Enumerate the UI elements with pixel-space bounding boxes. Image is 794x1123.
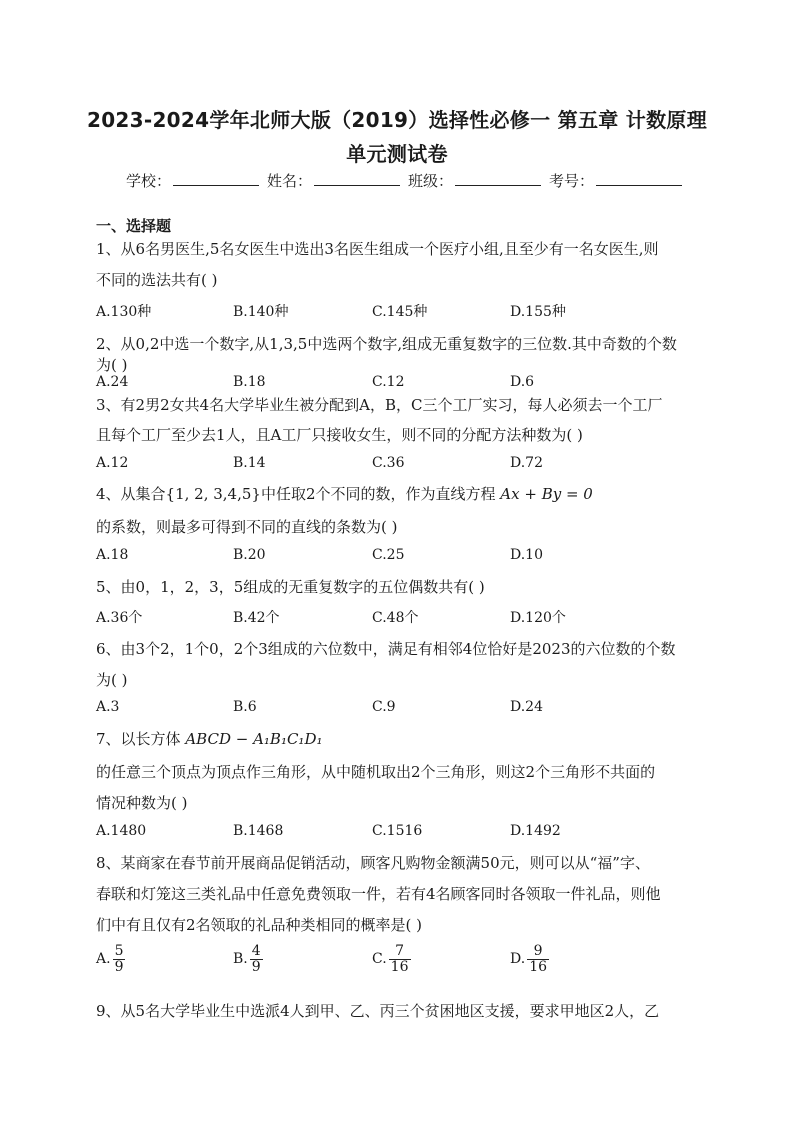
- q6-option-b[interactable]: B.6: [233, 699, 257, 715]
- q1-option-b[interactable]: B.140种: [233, 304, 289, 320]
- q5-line1: 5、由0，1，2，3，5组成的无重复数字的五位偶数共有( ): [96, 578, 485, 596]
- exam-no-label: 考号：: [549, 172, 595, 190]
- q4-option-d[interactable]: D.10: [510, 547, 543, 563]
- q8-a-numerator: 5: [114, 943, 124, 959]
- q8-option-d-fraction: [527, 944, 549, 974]
- q8-a-denominator: 9: [114, 958, 124, 975]
- q4-equation: Ax + By = 0: [500, 485, 593, 503]
- class-field: [408, 170, 545, 191]
- section-heading: 一、选择题: [96, 217, 172, 235]
- q7-option-c[interactable]: C.1516: [372, 823, 423, 839]
- q3-option-b[interactable]: B.14: [233, 455, 266, 471]
- student-info-row: [126, 170, 690, 191]
- q2-line1: 2、从0,2中选一个数字,从1,3,5中选两个数字,组成无重复数字的三位数.其中奇数的个数: [96, 335, 677, 353]
- name-blank[interactable]: [314, 171, 400, 186]
- q2-option-b[interactable]: B.18: [233, 374, 266, 390]
- q6-line1: 6、由3个2，1个0，2个3组成的六位数中，满足有相邻4位恰好是2023的六位数的个数: [96, 640, 676, 658]
- q3-option-d[interactable]: D.72: [510, 455, 543, 471]
- q4-text: 4、从集合{1, 2, 3,4,5}中任取2个不同的数，作为直线方程: [96, 485, 496, 503]
- class-label: 班级：: [408, 172, 454, 190]
- q8-option-b[interactable]: [233, 944, 263, 974]
- exam-no-blank[interactable]: [596, 171, 682, 186]
- q8-d-numerator: 9: [533, 943, 543, 959]
- q8-option-c-label: C.: [372, 951, 387, 968]
- q1-line1: 1、从6名男医生,5名女医生中选出3名医生组成一个医疗小组,且至少有一名女医生,则: [96, 240, 659, 258]
- q5-option-b[interactable]: B.42个: [233, 610, 280, 626]
- school-field: [126, 170, 263, 191]
- q8-d-denominator: 16: [529, 958, 548, 975]
- q6-line2: 为( ): [96, 671, 128, 689]
- q8-option-d-label: D.: [510, 951, 526, 968]
- q4-option-b[interactable]: B.20: [233, 547, 266, 563]
- q8-b-denominator: 9: [251, 958, 261, 975]
- q8-option-c[interactable]: [372, 944, 411, 974]
- q7-solid-name: ABCD − A₁B₁C₁D₁: [185, 730, 323, 748]
- q7-line2: 的任意三个顶点为顶点作三角形，从中随机取出2个三角形，则这2个三角形不共面的: [96, 763, 656, 781]
- q4-option-c[interactable]: C.25: [372, 547, 405, 563]
- q2-line2: 为( ): [96, 356, 128, 374]
- q8-b-numerator: 4: [251, 943, 261, 959]
- q8-option-a-fraction: [113, 944, 126, 974]
- q7-text: 7、以长方体: [96, 730, 181, 748]
- q6-option-d[interactable]: D.24: [510, 699, 543, 715]
- q8-line2: 春联和灯笼这三类礼品中任意免费领取一件，若有4名顾客同时各领取一件礼品，则他: [96, 885, 661, 903]
- q7-option-d[interactable]: D.1492: [510, 823, 561, 839]
- q8-option-a[interactable]: [96, 944, 125, 974]
- q2-option-a[interactable]: A.24: [96, 374, 129, 390]
- q5-option-d[interactable]: D.120个: [510, 610, 566, 626]
- exam-title-line1: 2023-2024学年北师大版（2019）选择性必修一 第五章 计数原理: [86, 108, 708, 132]
- q3-option-c[interactable]: C.36: [372, 455, 405, 471]
- q5-option-a[interactable]: A.36个: [96, 610, 143, 626]
- q3-line1: 3、有2男2女共4名大学毕业生被分配到A，B，C三个工厂实习，每人必须去一个工厂: [96, 396, 663, 414]
- q7-option-a[interactable]: A.1480: [96, 823, 147, 839]
- q2-option-d[interactable]: D.6: [510, 374, 535, 390]
- exam-no-field: [549, 170, 686, 191]
- q8-line3: 们中有且仅有2名领取的礼品种类相同的概率是( ): [96, 916, 423, 934]
- q9-line1: 9、从5名大学毕业生中选派4人到甲、乙、丙三个贫困地区支援，要求甲地区2人，乙: [96, 1002, 660, 1020]
- exam-title-line2: 单元测试卷: [346, 142, 448, 166]
- q8-option-d[interactable]: [510, 944, 549, 974]
- q1-option-a[interactable]: A.130种: [96, 304, 152, 320]
- q3-option-a[interactable]: A.12: [96, 455, 129, 471]
- q6-option-a[interactable]: A.3: [96, 699, 120, 715]
- q2-option-c[interactable]: C.12: [372, 374, 405, 390]
- q4-line1: [96, 483, 593, 504]
- school-blank[interactable]: [173, 171, 259, 186]
- q8-option-b-label: B.: [233, 951, 248, 968]
- class-blank[interactable]: [455, 171, 541, 186]
- q8-c-denominator: 16: [390, 958, 409, 975]
- q8-line1: 8、某商家在春节前开展商品促销活动，顾客凡购物金额满50元，则可以从“福”字、: [96, 854, 650, 872]
- q1-option-d[interactable]: D.155种: [510, 304, 566, 320]
- name-label: 姓名：: [267, 172, 313, 190]
- q8-option-c-fraction: [389, 944, 411, 974]
- q4-option-a[interactable]: A.18: [96, 547, 129, 563]
- q8-c-numerator: 7: [395, 943, 405, 959]
- q1-option-c[interactable]: C.145种: [372, 304, 428, 320]
- q8-option-a-label: A.: [96, 951, 111, 968]
- q7-line3: 情况种数为( ): [96, 794, 188, 812]
- name-field: [267, 170, 404, 191]
- q7-option-b[interactable]: B.1468: [233, 823, 284, 839]
- q8-option-b-fraction: [250, 944, 263, 974]
- q4-line2: 的系数，则最多可得到不同的直线的条数为( ): [96, 518, 398, 536]
- q3-line2: 且每个工厂至少去1人，且A工厂只接收女生，则不同的分配方法种数为( ): [96, 426, 583, 444]
- q1-line2: 不同的选法共有( ): [96, 271, 218, 289]
- school-label: 学校：: [126, 172, 172, 190]
- q5-option-c[interactable]: C.48个: [372, 610, 419, 626]
- q6-option-c[interactable]: C.9: [372, 699, 396, 715]
- q7-line1: [96, 728, 322, 749]
